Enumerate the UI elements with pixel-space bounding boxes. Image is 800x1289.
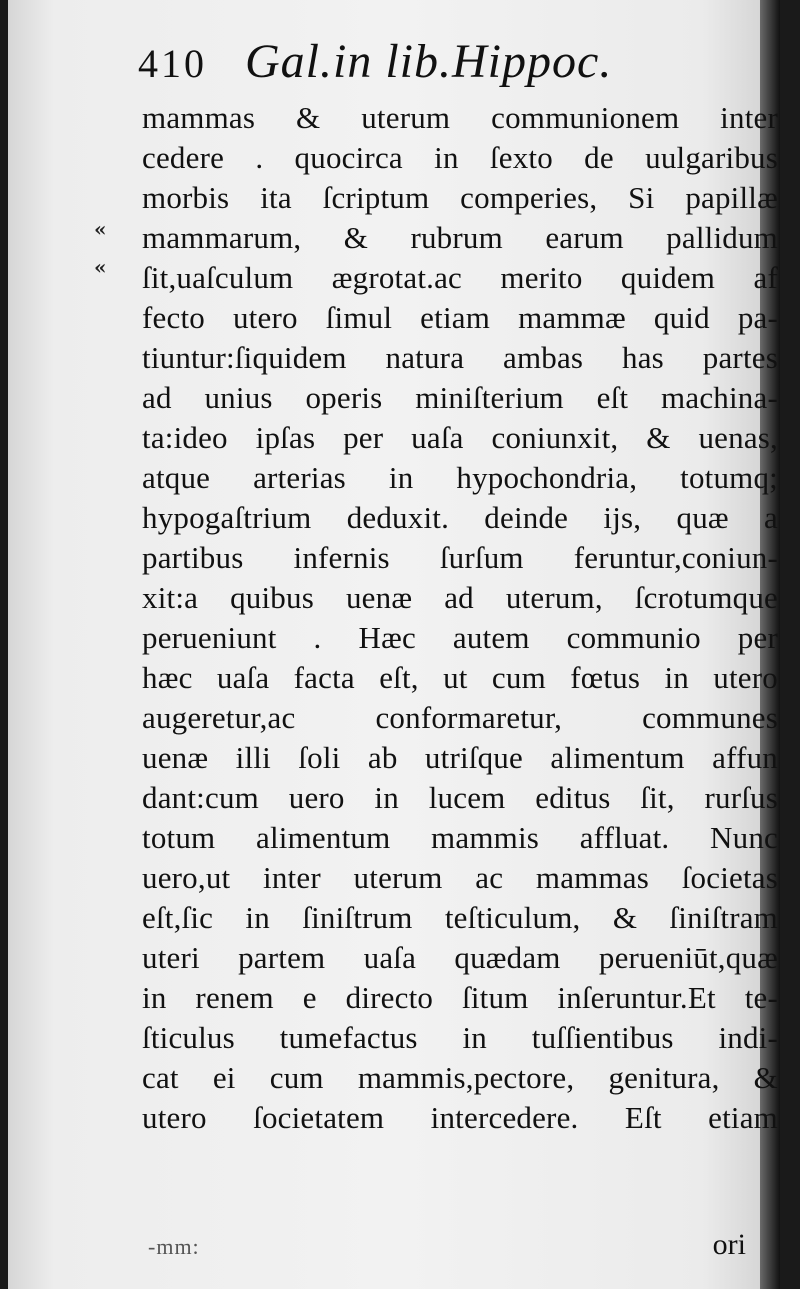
- margin-mark: «: [94, 255, 107, 279]
- text-line: uero,ut inter uterum ac mammas ſocietas: [142, 860, 778, 895]
- book-page: [8, 0, 780, 1289]
- running-title: Gal.in lib.Hippoc.: [245, 35, 613, 88]
- text-line: hypogaſtrium deduxit. deinde ijs, quæ a: [142, 500, 778, 535]
- text-line: mammarum, & rubrum earum pallidum: [142, 220, 778, 255]
- text-line: perueniunt . Hæc autem communio per: [142, 620, 778, 655]
- text-line: totum alimentum mammis affluat. Nunc: [142, 820, 778, 855]
- text-line: dant:cum uero in lucem editus ſit, rurſus: [142, 780, 778, 815]
- text-line: ſticulus tumefactus in tuſſientibus indi-: [142, 1020, 778, 1055]
- text-line: ta:ideo ipſas per uaſa coniunxit, & uenas,: [142, 420, 778, 455]
- signature-mark: -mm:: [148, 1234, 200, 1259]
- text-line: hæc uaſa facta eſt, ut cum fœtus in utero: [142, 660, 778, 695]
- body-text: [142, 98, 778, 1138]
- margin-quote-marks: [94, 210, 134, 286]
- text-line: ſit,uaſculum ægrotat.ac merito quidem af: [142, 260, 778, 295]
- text-line: mammas & uterum communionem inter: [142, 100, 778, 135]
- text-line: partibus infernis ſurſum feruntur,coniun-: [142, 540, 778, 575]
- text-line: cedere . quocirca in ſexto de uulgaribus: [142, 140, 778, 175]
- text-line: uenæ illi ſoli ab utriſque alimentum affun: [142, 740, 778, 775]
- page-header: [138, 34, 612, 94]
- text-line: tiuntur:ſiquidem natura ambas has partes: [142, 340, 778, 375]
- text-line: in renem e directo ſitum inſeruntur.Et te-: [142, 980, 778, 1015]
- text-line: augeretur,ac conformaretur, communes: [142, 700, 778, 735]
- text-line: xit:a quibus uenæ ad uterum, ſcrotumque: [142, 580, 778, 615]
- text-line: uteri partem uaſa quædam perueniūt,quæ: [142, 940, 778, 975]
- text-line: fecto utero ſimul etiam mammæ quid pa-: [142, 300, 778, 335]
- text-line: atque arterias in hypochondria, totumq;: [142, 460, 778, 495]
- margin-mark: «: [94, 217, 107, 241]
- text-line: morbis ita ſcriptum comperies, Si papillæ: [142, 180, 778, 215]
- text-line: cat ei cum mammis,pectore, genitura, &: [142, 1060, 778, 1095]
- catchword: ori: [712, 1228, 746, 1261]
- text-line: ad unius operis miniſterium eſt machina-: [142, 380, 778, 415]
- text-line: utero ſocietatem intercedere. Eſt etiam: [142, 1100, 778, 1135]
- text-line: eſt,ſic in ſiniſtrum teſticulum, & ſiniſtram: [142, 900, 778, 935]
- page-number: 410: [138, 41, 207, 86]
